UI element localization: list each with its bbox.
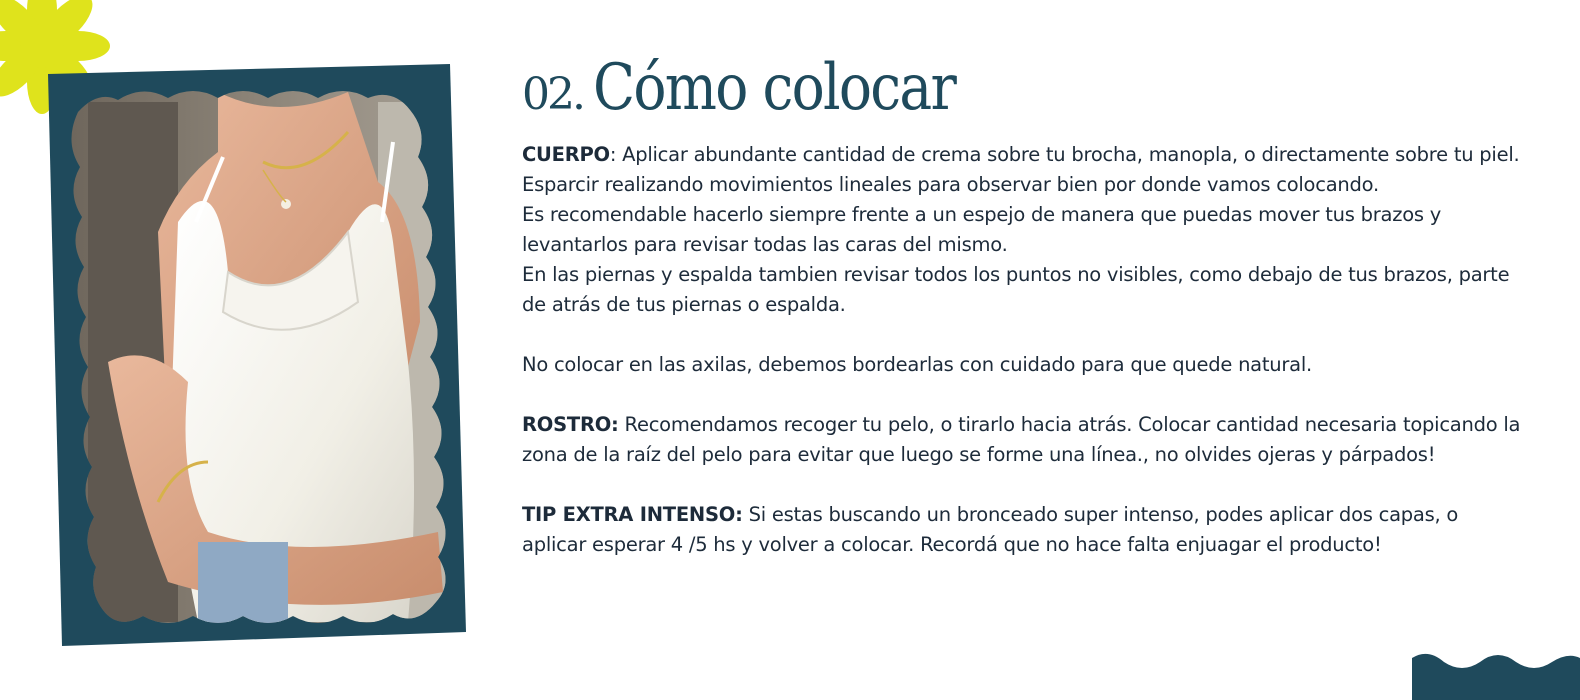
- section-number: 02.: [522, 69, 583, 120]
- cuerpo-line-4: En las piernas y espalda tambien revisar todos los puntos no visibles, como debajo de tus brazos, parte de atrás de tus piernas o espalda.: [522, 263, 1516, 316]
- instructions-panel: [522, 51, 1527, 560]
- rostro-label: ROSTRO:: [522, 413, 619, 436]
- cuerpo-line-3: Es recomendable hacerlo siempre frente a un espejo de manera que puedas mover tus brazos y levantarlos para revisar todas las caras del mismo.: [522, 203, 1447, 256]
- cuerpo-paragraph: [522, 140, 1522, 170]
- section-title: Cómo colocar: [592, 51, 956, 125]
- axilas-paragraph: No colocar en las axilas, debemos bordearlas con cuidado para que quede natural.: [522, 353, 1312, 376]
- product-photo-frame: [48, 62, 468, 648]
- tip-paragraph: [522, 500, 1522, 560]
- product-photo: [48, 62, 468, 648]
- page-title: [522, 52, 1522, 134]
- cuerpo-label: CUERPO: [522, 143, 610, 166]
- wave-decoration: [1404, 652, 1580, 700]
- cuerpo-line-2: Esparcir realizando movimientos lineales para observar bien por donde vamos colocando.: [522, 173, 1379, 196]
- rostro-text: Recomendamos recoger tu pelo, o tirarlo hacia atrás. Colocar cantidad necesaria topicando la zona de la raíz del pelo para evitar que luego se forme una línea., no olvides ojeras y párpados!: [522, 413, 1527, 466]
- cuerpo-line-1: : Aplicar abundante cantidad de crema sobre tu brocha, manopla, o directamente sobre tu piel.: [609, 143, 1520, 166]
- tip-label: TIP EXTRA INTENSO:: [522, 503, 743, 526]
- tip-text: Si estas buscando un bronceado super intenso, podes aplicar dos capas, o aplicar esperar 4 /5 hs y volver a colocar. Recordá que no hace falta enjuagar el producto!: [522, 503, 1465, 556]
- rostro-paragraph: [522, 410, 1527, 470]
